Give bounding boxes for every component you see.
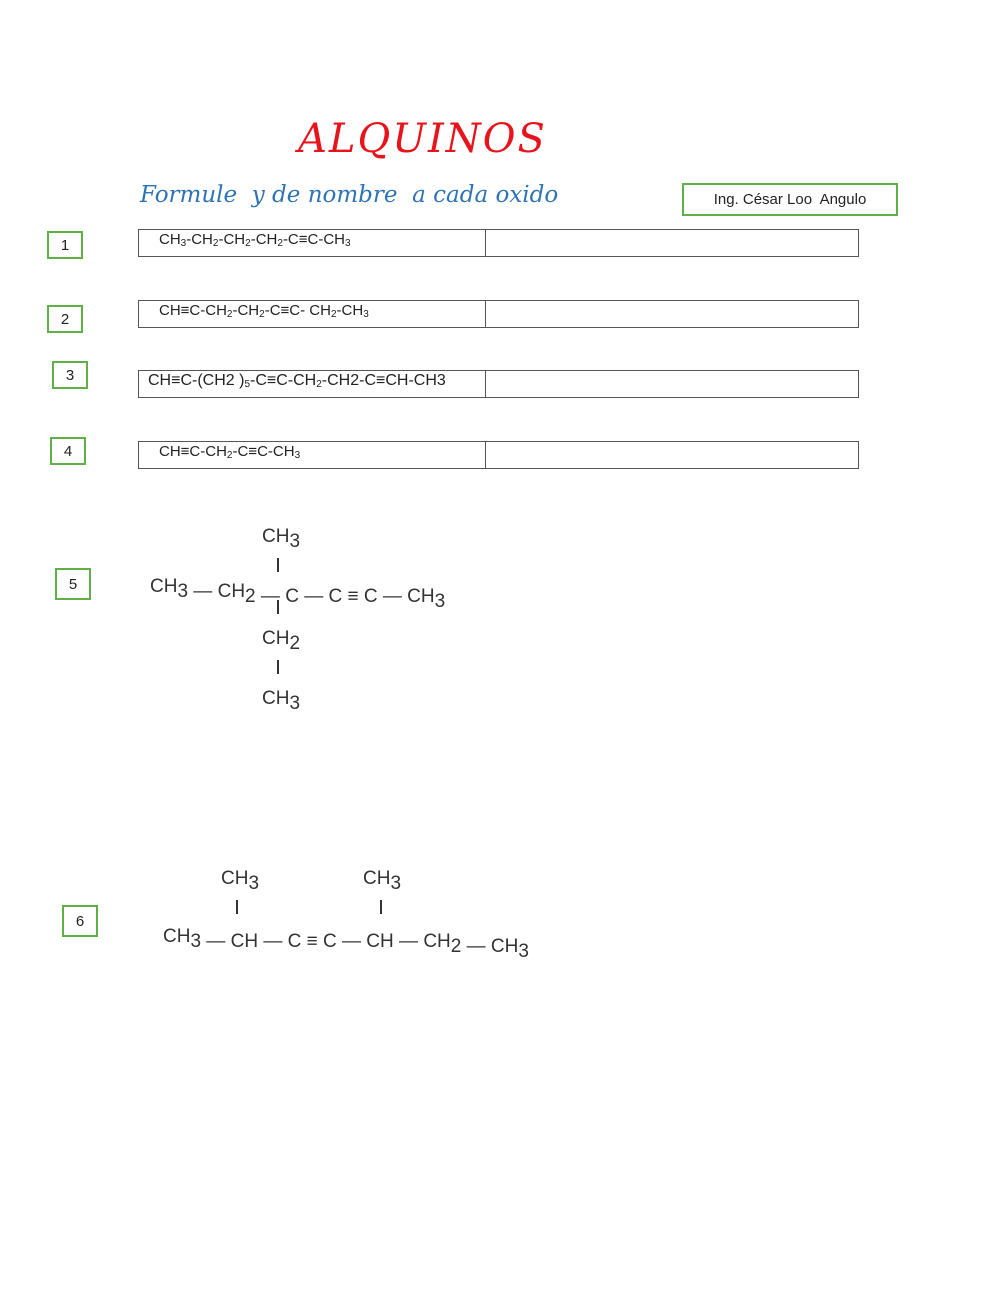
- bond: ≡: [342, 586, 364, 607]
- formula-cell-2: [139, 301, 486, 327]
- bond: —: [258, 931, 288, 952]
- answer-field-2[interactable]: [486, 301, 858, 327]
- formula-part: -C≡C-CH: [282, 231, 346, 248]
- branch-up-ch3: [262, 526, 300, 552]
- bond: —: [201, 931, 231, 952]
- formula-subscript: 2: [226, 450, 233, 461]
- formula-subscript: 3: [345, 238, 351, 249]
- structural-formula-5: [140, 518, 480, 718]
- formula-part: -CH: [218, 231, 246, 248]
- atom-group: CH: [407, 586, 435, 607]
- subscript: 3: [190, 931, 202, 952]
- formula-cell-1: [139, 230, 486, 256]
- bond: —: [298, 586, 329, 607]
- exercise-number-2: 2: [47, 305, 83, 333]
- structural-formula-6: [155, 858, 535, 958]
- formula-cell-3: [139, 371, 486, 397]
- bond: —: [336, 931, 367, 952]
- atom-group: CH: [490, 936, 519, 957]
- formula-part: -CH: [186, 231, 213, 248]
- worksheet-instructions: Formule y de nombre a cada oxido: [140, 182, 559, 208]
- exercise-number-1: 1: [47, 231, 83, 259]
- subscript: 2: [450, 936, 462, 957]
- atom-group: CH: [423, 931, 451, 952]
- branch-down-ch3: CH3: [262, 688, 301, 714]
- exercise-number-6: 6: [62, 905, 98, 937]
- exercise-row-3: [138, 370, 859, 398]
- formula-part: -C≡C-CH: [250, 372, 317, 389]
- subscript: 3: [518, 941, 529, 958]
- formula-subscript: 3: [363, 309, 369, 320]
- atom-group: CH3: [262, 526, 301, 552]
- formula-subscript: 2: [277, 238, 283, 249]
- bond: —: [188, 581, 218, 602]
- formula-part: CH≡C-CH: [159, 443, 227, 460]
- formula-subscript: 2: [316, 379, 322, 390]
- formula-part: -CH: [232, 302, 260, 319]
- formula-part: -C≡C- CH: [264, 302, 331, 319]
- formula-part: CH: [159, 231, 181, 248]
- answer-field-3[interactable]: [486, 371, 858, 397]
- atom-group: CH: [217, 581, 246, 602]
- exercise-number-5: 5: [55, 568, 91, 600]
- formula-subscript: 3: [294, 450, 301, 461]
- formula-part: CH≡C-(CH2 ): [148, 372, 245, 389]
- subscript: 3: [177, 581, 189, 602]
- bond: —: [461, 936, 491, 957]
- formula-part: -CH: [336, 302, 364, 319]
- bond: ≡: [301, 931, 323, 952]
- exercise-number-4: 4: [50, 437, 86, 465]
- formula-subscript: 5: [244, 379, 250, 390]
- bond: —: [255, 586, 286, 607]
- main-chain-text: [163, 926, 529, 958]
- atom-group: C: [285, 586, 299, 607]
- subscript: 2: [245, 586, 256, 607]
- answer-field-4[interactable]: [486, 442, 858, 468]
- atom-group: C: [363, 586, 378, 607]
- atom-group: CH: [163, 926, 191, 947]
- formula-cell-4: [139, 442, 486, 468]
- exercise-row-4: [138, 441, 859, 469]
- branch-up-2-ch3: CH3: [363, 868, 402, 894]
- atom-group: C: [323, 931, 337, 952]
- answer-field-1[interactable]: [486, 230, 858, 256]
- formula-subscript: 2: [212, 238, 219, 249]
- bond: —: [393, 931, 424, 952]
- author-box: Ing. César Loo Angulo: [682, 183, 898, 216]
- formula-subscript: 3: [180, 238, 187, 249]
- subscript: 3: [434, 591, 446, 612]
- formula-part: -C≡C-CH: [232, 443, 295, 460]
- formula-subscript: 2: [330, 309, 337, 320]
- exercise-row-1: [138, 229, 859, 257]
- atom-group: CH: [366, 931, 394, 952]
- atom-group: CH: [230, 931, 259, 952]
- bond: —: [377, 586, 408, 607]
- formula-part: -CH: [250, 231, 278, 248]
- formula-subscript: 2: [226, 309, 233, 320]
- exercise-row-2: [138, 300, 859, 328]
- formula-part: CH≡C-CH: [159, 302, 227, 319]
- exercise-number-3: 3: [52, 361, 88, 389]
- formula-subscript: 2: [245, 238, 251, 249]
- main-chain-text: [150, 576, 445, 612]
- atom-group: C: [328, 586, 343, 607]
- atom-group: CH: [150, 576, 178, 597]
- worksheet-title: ALQUINOS: [298, 116, 547, 162]
- branch-down-ch2: CH2: [262, 628, 301, 654]
- formula-part: -CH2-C≡CH-CH3: [321, 372, 446, 389]
- formula-subscript: 2: [259, 309, 265, 320]
- branch-up-1-ch3: CH3: [221, 868, 260, 894]
- atom-group: C: [287, 931, 302, 952]
